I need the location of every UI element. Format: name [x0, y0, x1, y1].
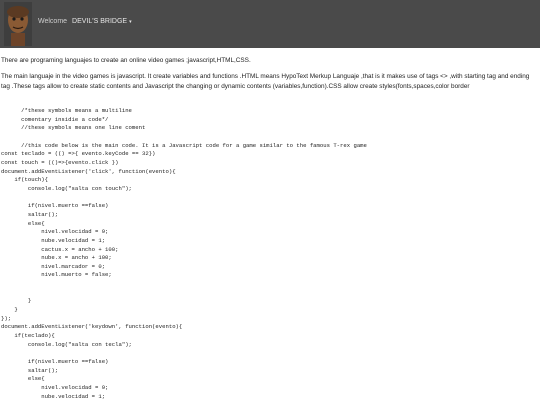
description-paragraph: The main languaje in the video games is javascript. It create variables and functions .HTML means HypoText Merkup Languaje ,that is it makes use of tags <> ,with starting tag and ending tag .These tags allow to create static contents and Javascript the changing or dynamic contents (variables,function).CSS allow create styles(fonts,spaces,color border	[1, 73, 530, 90]
user-menu[interactable]	[38, 18, 132, 25]
code-block: /*these symbols means a multiline comentary insidie a code*/ //these symbols means one line coment //this code below is the main code. It is a Javascript code for a game similar to the famous T-rex game const teclado = (() =>{ evento.keyCode == 32}) const touch = (()=>{evento.click }) document.addEventListener('click', function(evento){ if(touch){ console.log("salta con touch"); if(nivel.muerto ==false) saltar(); else{ nivel.velocidad = 9; nube.velocidad = 1; cactus.x = ancho + 100; nube.x = ancho + 100; nivel.marcador = 0; nivel.muerto = false; } } }); document.addEventListener('keydown', function(evento){ if(teclado){ console.log("salta con tecla"); if(nivel.muerto ==false) saltar(); else{ nivel.velocidad = 9; nube.velocidad = 1;	[1, 107, 367, 400]
welcome-label: Welcome	[38, 18, 68, 25]
top-navbar	[0, 0, 540, 48]
username-link[interactable]: DEVIL'S BRIDGE	[72, 18, 128, 25]
intro-paragraph: There are programing languajes to create an online video games ;javascript,HTML,CSS.	[1, 57, 251, 64]
avatar[interactable]	[4, 2, 32, 46]
chevron-down-icon[interactable]: ▾	[129, 19, 132, 25]
